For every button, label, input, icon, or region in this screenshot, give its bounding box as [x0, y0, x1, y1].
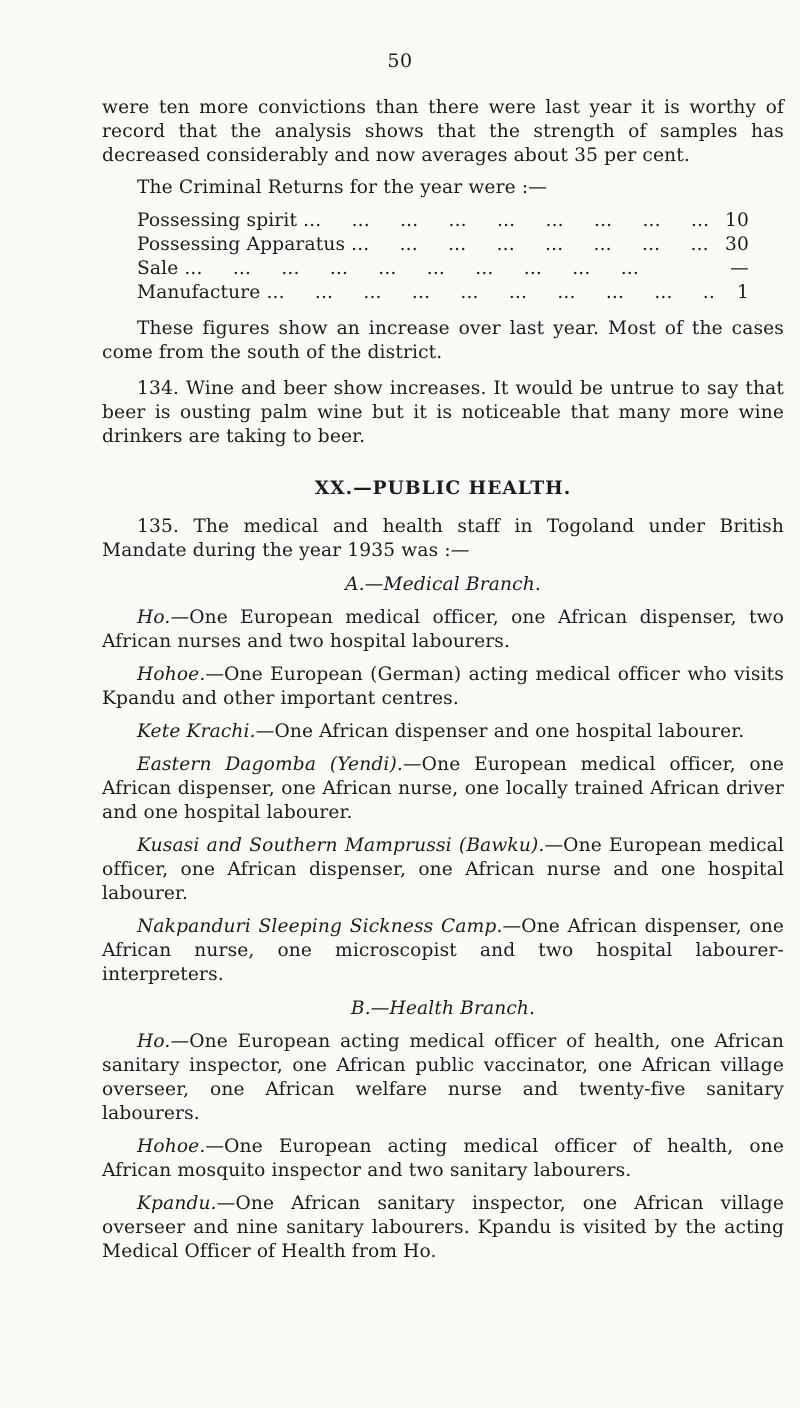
entry-place: Kete Krachi. [137, 721, 256, 742]
entry-text: —One European acting medical officer of health, one African mosquito inspector and two sanitary labourers. [102, 1136, 784, 1181]
paragraph-134: 134. Wine and beer show increases. It would be untrue to say that beer is ousting palm wine but it is noticeable that many more wine drinkers are taking to beer. [102, 378, 784, 447]
entry-text: —One European medical officer, one African dispenser, two African nurses and two hospital labourers. [102, 607, 784, 652]
returns-row [137, 281, 749, 305]
entry-place: Nakpanduri Sleeping Sickness Camp. [137, 916, 503, 937]
staff-entry [102, 606, 784, 654]
entry-place: Kusasi and Southern Mamprussi (Bawku). [137, 835, 545, 856]
entry-text: —One African dispenser and one hospital labourer. [255, 721, 745, 742]
page-number: 50 [387, 50, 413, 72]
entry-place: Ho. [137, 607, 171, 628]
staff-entry [102, 720, 784, 744]
staff-entry [102, 1030, 784, 1126]
staff-entry [102, 663, 784, 711]
section-heading: XX.—PUBLIC HEALTH. [314, 478, 572, 499]
entry-place: Ho. [137, 1031, 171, 1052]
entry-place: Hohoe. [137, 664, 206, 685]
returns-row [137, 209, 749, 233]
returns-value: 10 [725, 210, 749, 231]
returns-label: Possessing spirit [137, 210, 298, 231]
entry-text: —One European medical officer, one African dispenser, one African nurse and one hospital labourer. [102, 835, 784, 904]
staff-entry [102, 915, 784, 987]
entry-place: Hohoe. [137, 1136, 206, 1157]
staff-entry [102, 1192, 784, 1264]
returns-value: 30 [725, 234, 749, 255]
staff-entry [102, 1135, 784, 1183]
leader-dots [184, 257, 713, 281]
returns-label: Sale [137, 258, 179, 279]
health-branch-heading: B.—Health Branch. [350, 998, 536, 1019]
staff-entry [102, 753, 784, 825]
entry-text: —One European medical officer, one African dispenser, one African nurse, one locally trained African driver and one hospital labourer. [102, 754, 784, 823]
entry-text: —One European (German) acting medical officer who visits Kpandu and other important centres. [102, 664, 784, 709]
returns-row [137, 257, 749, 281]
paragraph-135: 135. The medical and health staff in Togoland under British Mandate during the year 1935 was :— [102, 516, 784, 561]
returns-value: 1 [737, 282, 749, 303]
leader-dots [266, 281, 713, 305]
medical-branch-heading: A.—Medical Branch. [345, 574, 541, 595]
entry-text: —One African dispenser, one African nurse, one microscopist and two hospital labourer-interpreters. [102, 916, 784, 985]
criminal-returns-list [137, 209, 749, 305]
returns-row [137, 233, 749, 257]
entry-text: —One African sanitary inspector, one African village overseer and nine sanitary labourers. Kpandu is visited by the acting Medical Officer of Health from Ho. [102, 1193, 784, 1262]
returns-label: Possessing Apparatus [137, 234, 346, 255]
leader-dots [303, 209, 713, 233]
staff-entry [102, 834, 784, 906]
entry-place: Eastern Dagomba (Yendi). [137, 754, 403, 775]
figures-paragraph: These figures show an increase over last year. Most of the cases come from the south of the district. [102, 318, 784, 363]
returns-label: Manufacture [137, 282, 261, 303]
leader-dots [351, 233, 713, 257]
returns-intro: The Criminal Returns for the year were :— [137, 177, 547, 198]
returns-value: — [730, 258, 749, 279]
intro-paragraph: were ten more convictions than there were last year it is worthy of record that the analysis shows that the strength of samples has decreased considerably and now averages about 35 per cent. [102, 97, 784, 166]
page-body [102, 96, 784, 1264]
entry-place: Kpandu. [137, 1193, 217, 1214]
entry-text: —One European acting medical officer of health, one African sanitary inspector, one African public vaccinator, one African village overseer, one African welfare nurse and twenty-five sanitary labourers. [102, 1031, 784, 1124]
